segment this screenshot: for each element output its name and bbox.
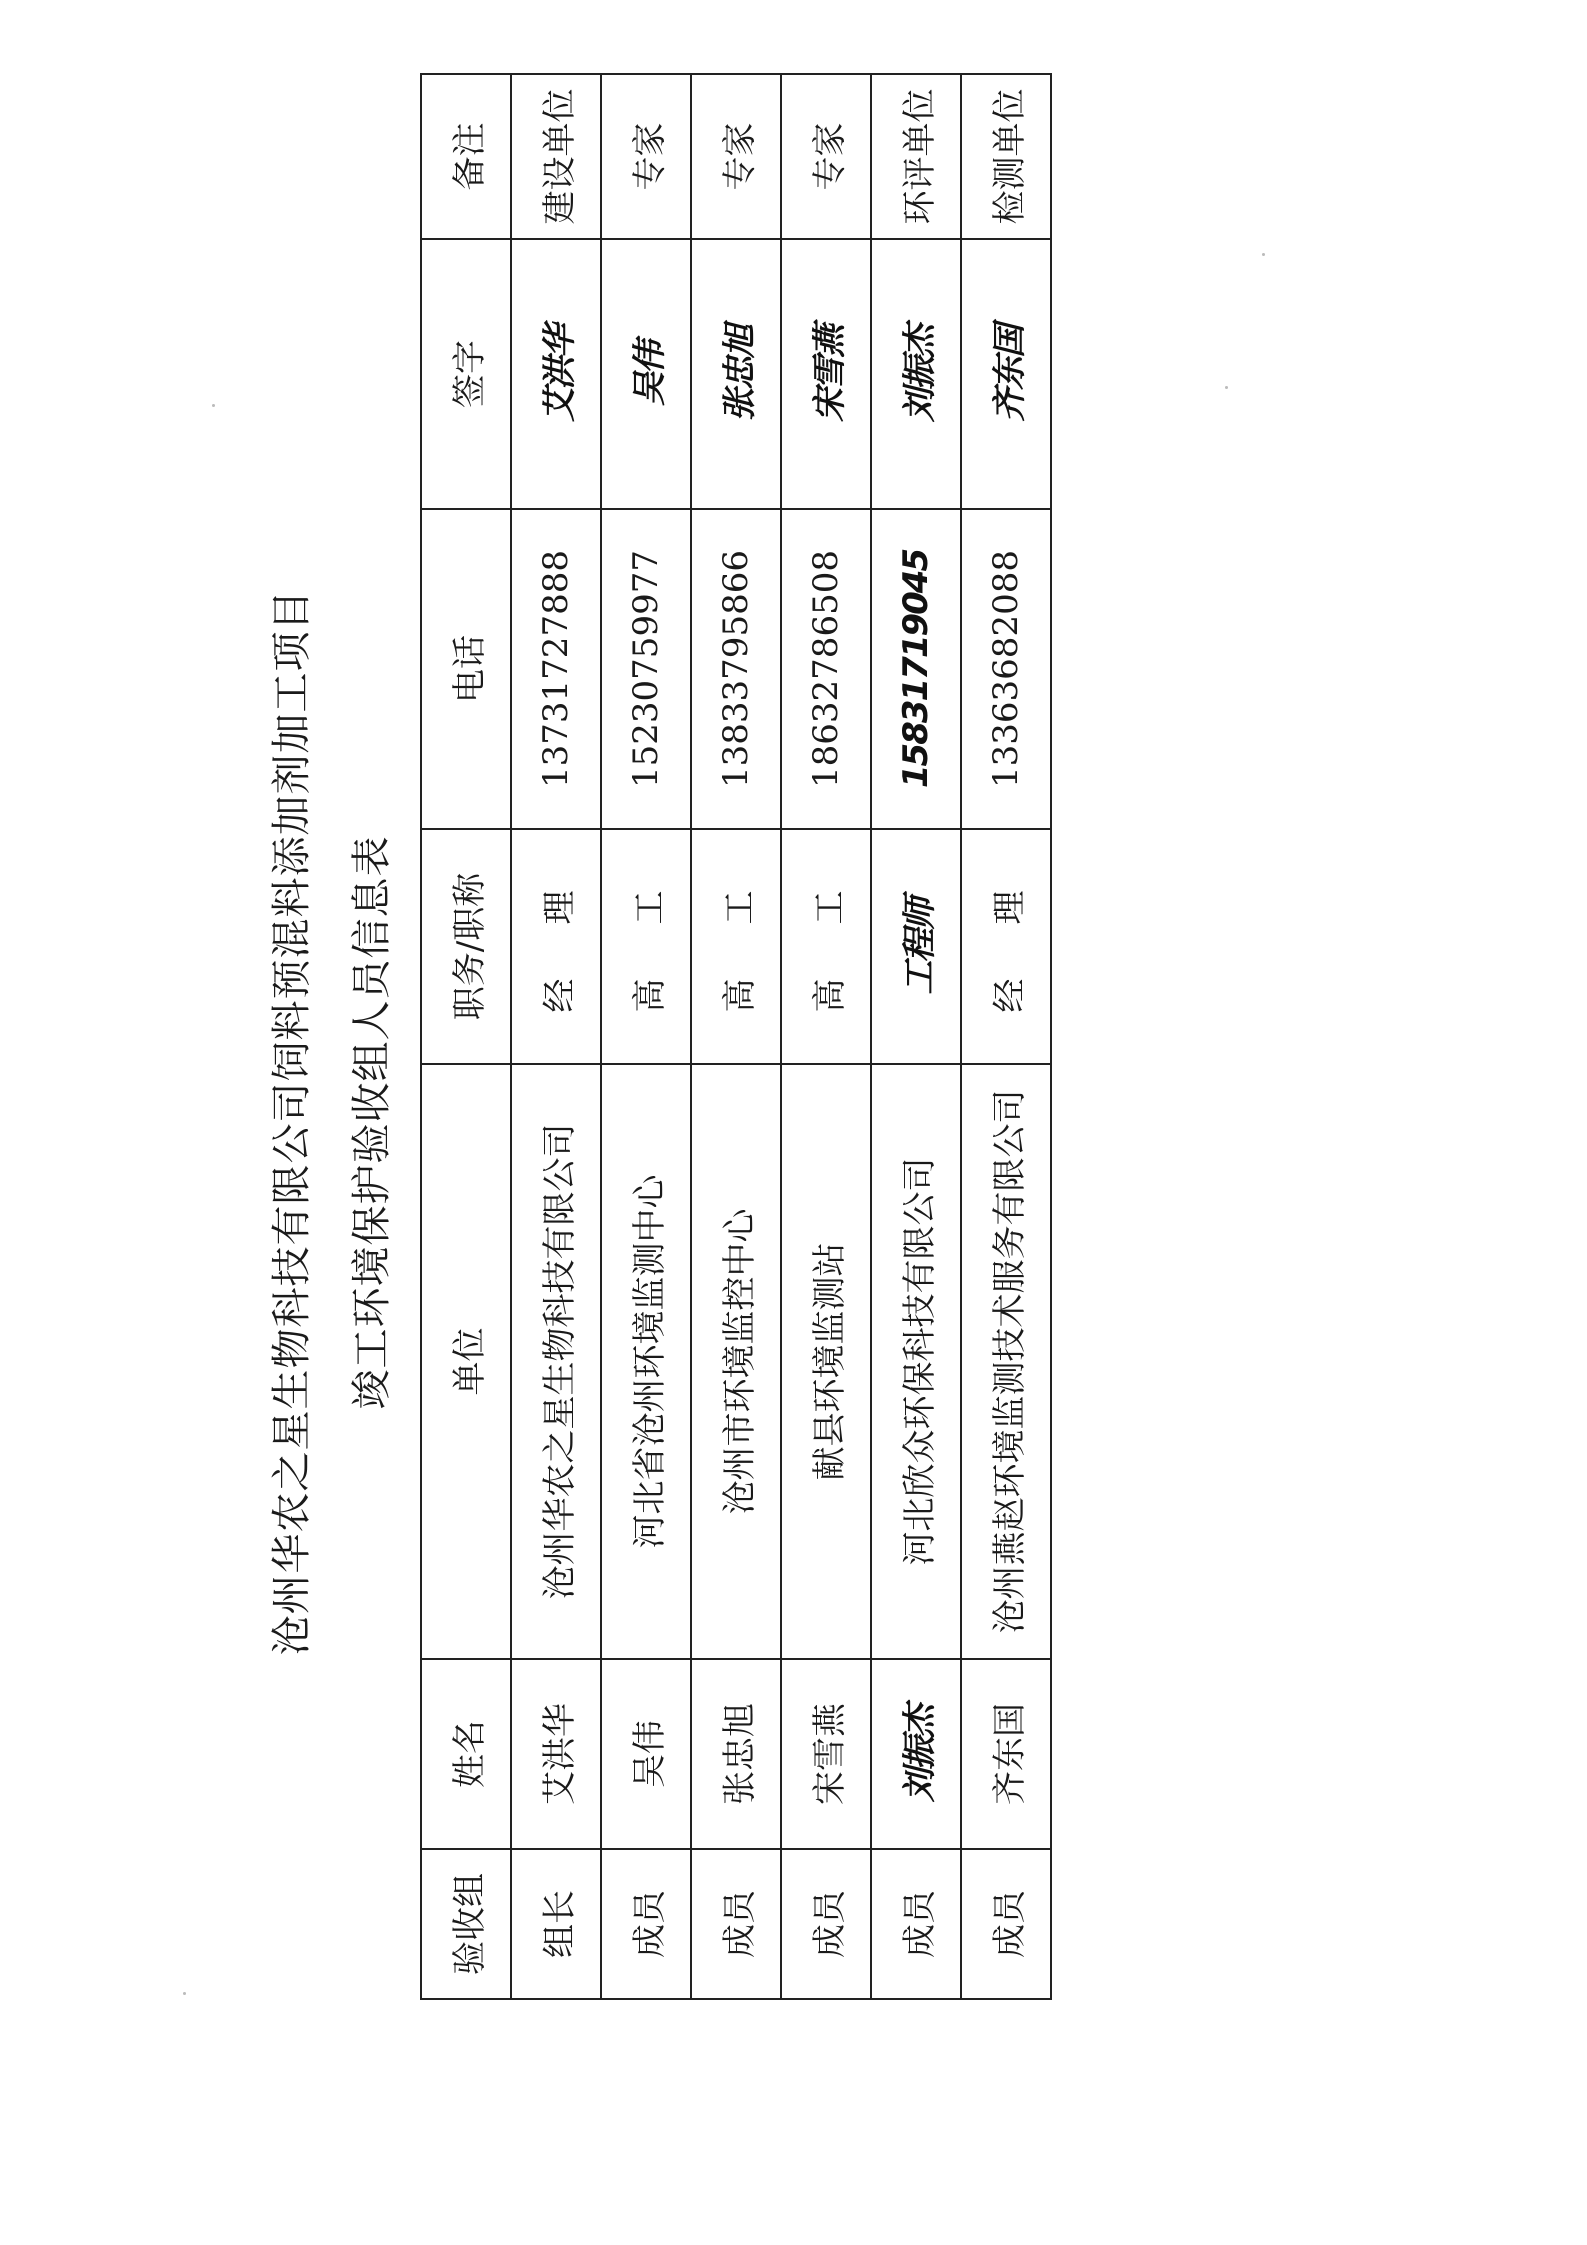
scan-speck bbox=[1262, 253, 1265, 256]
table-row bbox=[691, 74, 781, 1999]
name-cell: 吴伟 bbox=[601, 1659, 691, 1849]
phone-cell: 18632786508 bbox=[781, 509, 871, 829]
name-cell: 宋雪燕 bbox=[781, 1659, 871, 1849]
phone-cell: 13731727888 bbox=[511, 509, 601, 829]
table-row bbox=[961, 74, 1051, 1999]
table-row bbox=[601, 74, 691, 1999]
group-cell: 成员 bbox=[961, 1849, 1051, 1999]
table-row bbox=[781, 74, 871, 1999]
note-cell: 检测单位 bbox=[961, 74, 1051, 239]
document-title: 沧州华农之星生物科技有限公司饲料预混料添加剂加工项目 bbox=[269, 589, 315, 1656]
name-cell: 齐东国 bbox=[961, 1659, 1051, 1849]
title-cell: 高 工 bbox=[781, 829, 871, 1064]
note-cell: 环评单位 bbox=[871, 74, 961, 239]
note-cell: 专家 bbox=[691, 74, 781, 239]
name-cell: 张忠旭 bbox=[691, 1659, 781, 1849]
header-cell: 职务/职称 bbox=[421, 829, 511, 1064]
signature-cell: 张忠旭 bbox=[691, 239, 781, 509]
phone-cell: 13833795866 bbox=[691, 509, 781, 829]
unit-cell: 沧州华农之星生物科技有限公司 bbox=[511, 1064, 601, 1659]
group-cell: 成员 bbox=[601, 1849, 691, 1999]
group-cell: 成员 bbox=[871, 1849, 961, 1999]
header-cell: 姓名 bbox=[421, 1659, 511, 1849]
title-cell: 高 工 bbox=[601, 829, 691, 1064]
note-cell: 建设单位 bbox=[511, 74, 601, 239]
signature-cell: 艾洪华 bbox=[511, 239, 601, 509]
title-cell: 高 工 bbox=[691, 829, 781, 1064]
title-cell: 经 理 bbox=[511, 829, 601, 1064]
header-cell: 单位 bbox=[421, 1064, 511, 1659]
phone-cell: 15230759977 bbox=[601, 509, 691, 829]
unit-cell: 献县环境监测站 bbox=[781, 1064, 871, 1659]
scan-speck bbox=[1225, 386, 1228, 389]
unit-cell: 河北省沧州环境监测中心 bbox=[601, 1064, 691, 1659]
group-cell: 成员 bbox=[781, 1849, 871, 1999]
title-cell: 经 理 bbox=[961, 829, 1051, 1064]
note-cell: 专家 bbox=[601, 74, 691, 239]
table-row bbox=[871, 74, 961, 1999]
phone-cell: 13363682088 bbox=[961, 509, 1051, 829]
scan-speck bbox=[183, 1992, 186, 1995]
header-cell: 验收组 bbox=[421, 1849, 511, 1999]
name-cell: 艾洪华 bbox=[511, 1659, 601, 1849]
signature-cell: 吴伟 bbox=[601, 239, 691, 509]
unit-cell: 沧州燕赵环境监测技术服务有限公司 bbox=[961, 1064, 1051, 1659]
note-cell: 专家 bbox=[781, 74, 871, 239]
signature-cell: 齐东国 bbox=[961, 239, 1051, 509]
acceptance-team-table bbox=[420, 73, 1052, 2000]
phone-cell: 15831719045 bbox=[871, 509, 961, 829]
table-row bbox=[511, 74, 601, 1999]
group-cell: 成员 bbox=[691, 1849, 781, 1999]
title-cell: 工程师 bbox=[871, 829, 961, 1064]
document-subtitle: 竣工环境保护验收组人员信息表 bbox=[349, 835, 395, 1410]
signature-cell: 刘振杰 bbox=[871, 239, 961, 509]
header-cell: 电话 bbox=[421, 509, 511, 829]
unit-cell: 河北欣众环保科技有限公司 bbox=[871, 1064, 961, 1659]
header-cell: 备注 bbox=[421, 74, 511, 239]
header-cell: 签字 bbox=[421, 239, 511, 509]
name-cell: 刘振杰 bbox=[871, 1659, 961, 1849]
table-header-row bbox=[421, 74, 511, 1999]
scan-speck bbox=[212, 404, 215, 407]
unit-cell: 沧州市环境监控中心 bbox=[691, 1064, 781, 1659]
signature-cell: 宋雪燕 bbox=[781, 239, 871, 509]
group-cell: 组长 bbox=[511, 1849, 601, 1999]
